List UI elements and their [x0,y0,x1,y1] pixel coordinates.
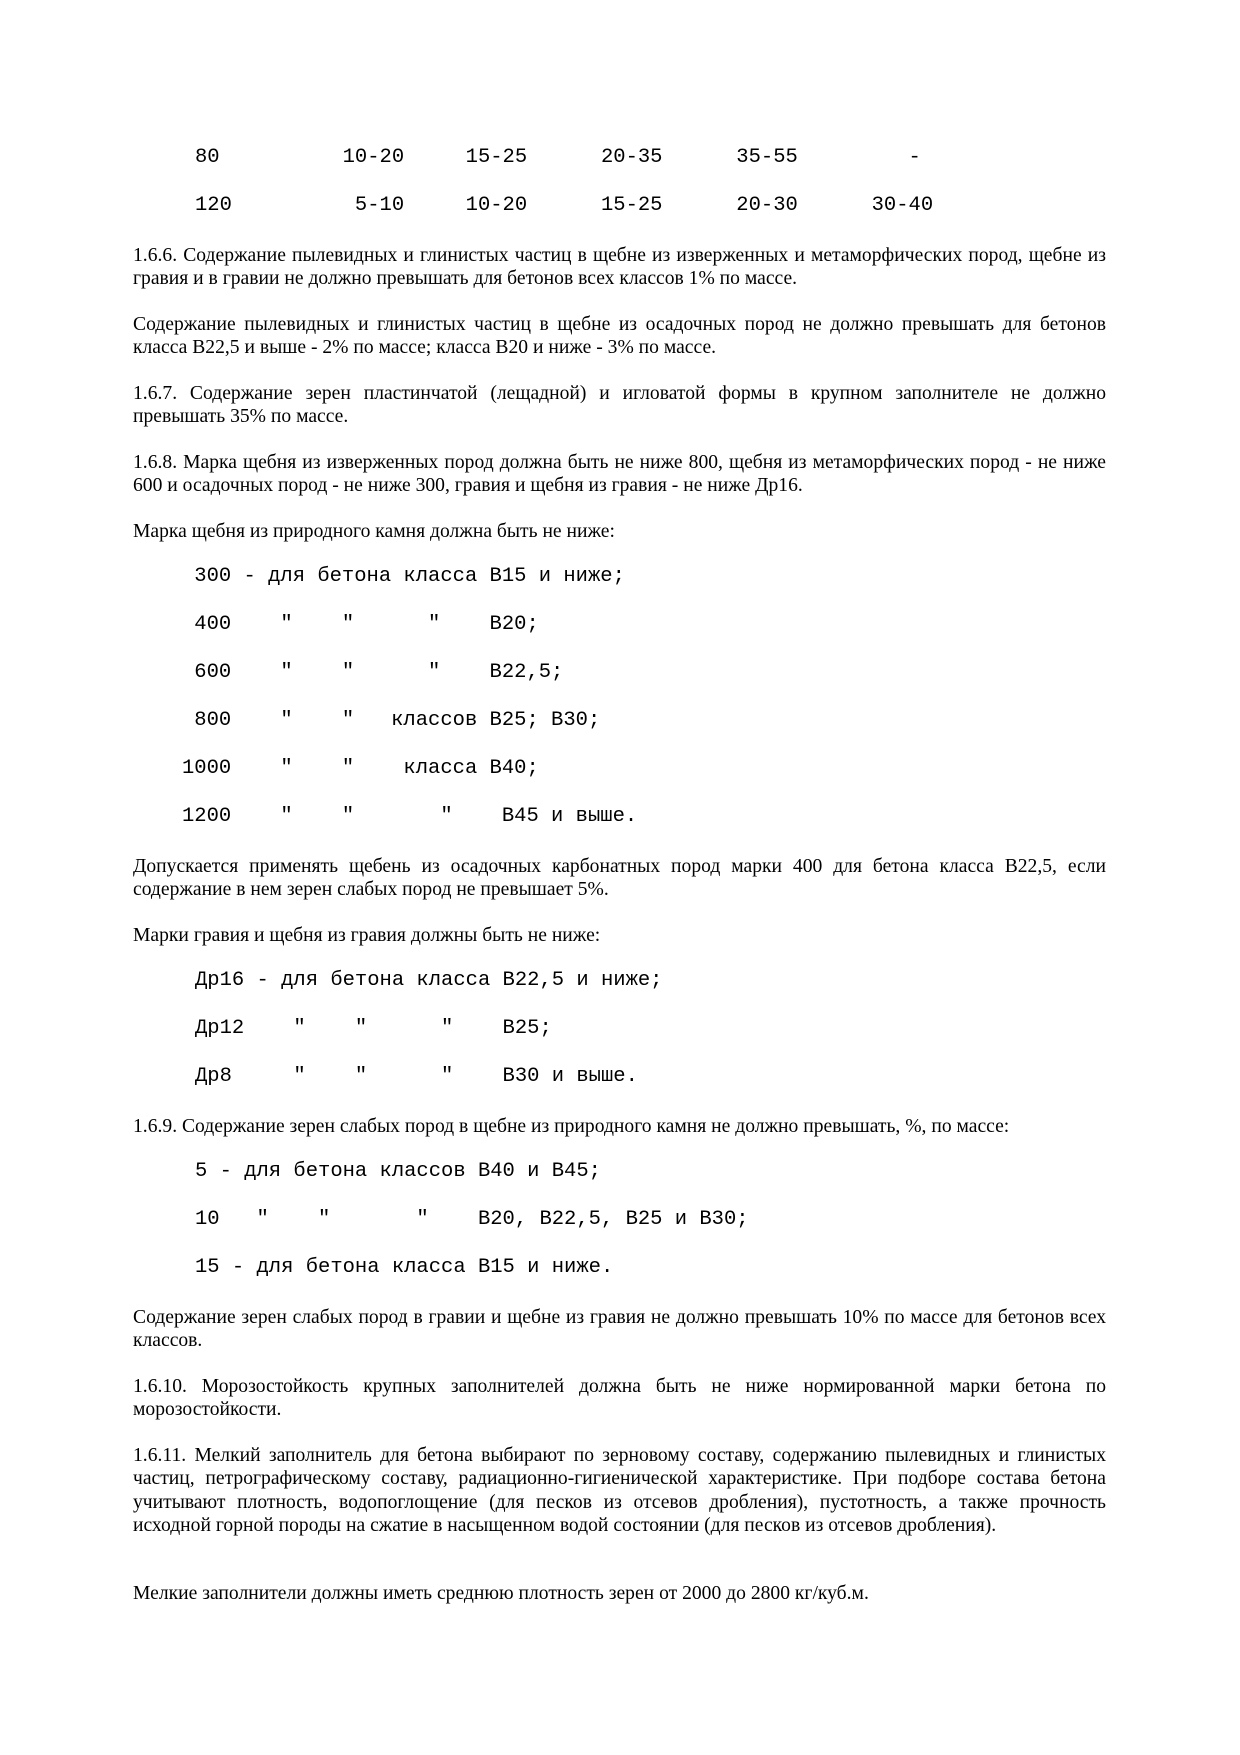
gravel-grade-line: Др8 " " " В30 и выше. [195,1065,638,1088]
gravel-grade-line: Др16 - для бетона класса В22,5 и ниже; [195,969,663,992]
weak-grain-line: 5 - для бетона классов В40 и В45; [195,1160,601,1183]
paragraph-carbonate: Допускается применять щебень из осадочных карбонатных пород марки 400 для бетона класса В22,5, если содержание в нем зерен слабых пород не превышает 5%. [133,856,1106,901]
paragraph-1-6-7: 1.6.7. Содержание зерен пластинчатой (лещадной) и игловатой формы в крупном заполнителе не должно превышать 35% по массе. [133,383,1106,428]
stone-grade-line: 600 " " " В22,5; [182,661,564,684]
paragraph-1-6-6: 1.6.6. Содержание пылевидных и глинистых частиц в щебне из изверженных и метаморфических пород, щебне из гравия и в гравии не должно превышать для бетонов всех классов 1% по массе. [133,245,1106,290]
paragraph-1-6-10: 1.6.10. Морозостойкость крупных заполнителей должна быть не ниже нормированной марки бетона по морозостойкости. [133,1376,1106,1421]
weak-grain-line: 15 - для бетона класса В15 и ниже. [195,1256,614,1279]
paragraph-1-6-8: 1.6.8. Марка щебня из изверженных пород должна быть не ниже 800, щебня из метаморфических пород - не ниже 600 и осадочных пород - не ниже 300, гравия и щебня из гравия - не ниже Др16. [133,452,1106,497]
table-row-80: 80 10-20 15-25 20-35 35-55 - [195,146,921,169]
paragraph-1-6-11: 1.6.11. Мелкий заполнитель для бетона выбирают по зерновому составу, содержанию пылевидных и глинистых частиц, петрографическому составу, радиационно-гигиенической характеристике. При подборе состава бетона учитывают плотность, водопоглощение (для песков из отсевов дробления), пустотность, а также прочность исходной горной породы на сжатие в насыщенном водой состоянии (для песков из отсевов дробления). [133,1445,1106,1536]
stone-grade-line: 800 " " классов В25; В30; [182,709,601,732]
paragraph-natural-stone: Марка щебня из природного камня должна быть не ниже: [133,521,615,542]
stone-grade-line: 1000 " " класса В40; [182,757,539,780]
gravel-grade-line: Др12 " " " В25; [195,1017,552,1040]
weak-grain-line: 10 " " " В20, В22,5, В25 и В30; [195,1208,749,1231]
table-row-120: 120 5-10 10-20 15-25 20-30 30-40 [195,194,934,217]
paragraph-1-6-9: 1.6.9. Содержание зерен слабых пород в щебне из природного камня не должно превышать, %, по массе: [133,1116,1010,1137]
paragraph-density: Мелкие заполнители должны иметь среднюю плотность зерен от 2000 до 2800 кг/куб.м. [133,1583,869,1604]
stone-grade-line: 400 " " " В20; [182,613,539,636]
paragraph-weak-gravel: Содержание зерен слабых пород в гравии и щебне из гравия не должно превышать 10% по массе для бетонов всех классов. [133,1307,1106,1352]
paragraph-gravel-grades: Марки гравия и щебня из гравия должны быть не ниже: [133,925,601,946]
stone-grade-line: 1200 " " " В45 и выше. [182,805,638,828]
stone-grade-line: 300 - для бетона класса В15 и ниже; [182,565,625,588]
paragraph-dust-sedimentary: Содержание пылевидных и глинистых частиц в щебне из осадочных пород не должно превышать для бетонов класса В22,5 и выше - 2% по массе; класса В20 и ниже - 3% по массе. [133,314,1106,359]
